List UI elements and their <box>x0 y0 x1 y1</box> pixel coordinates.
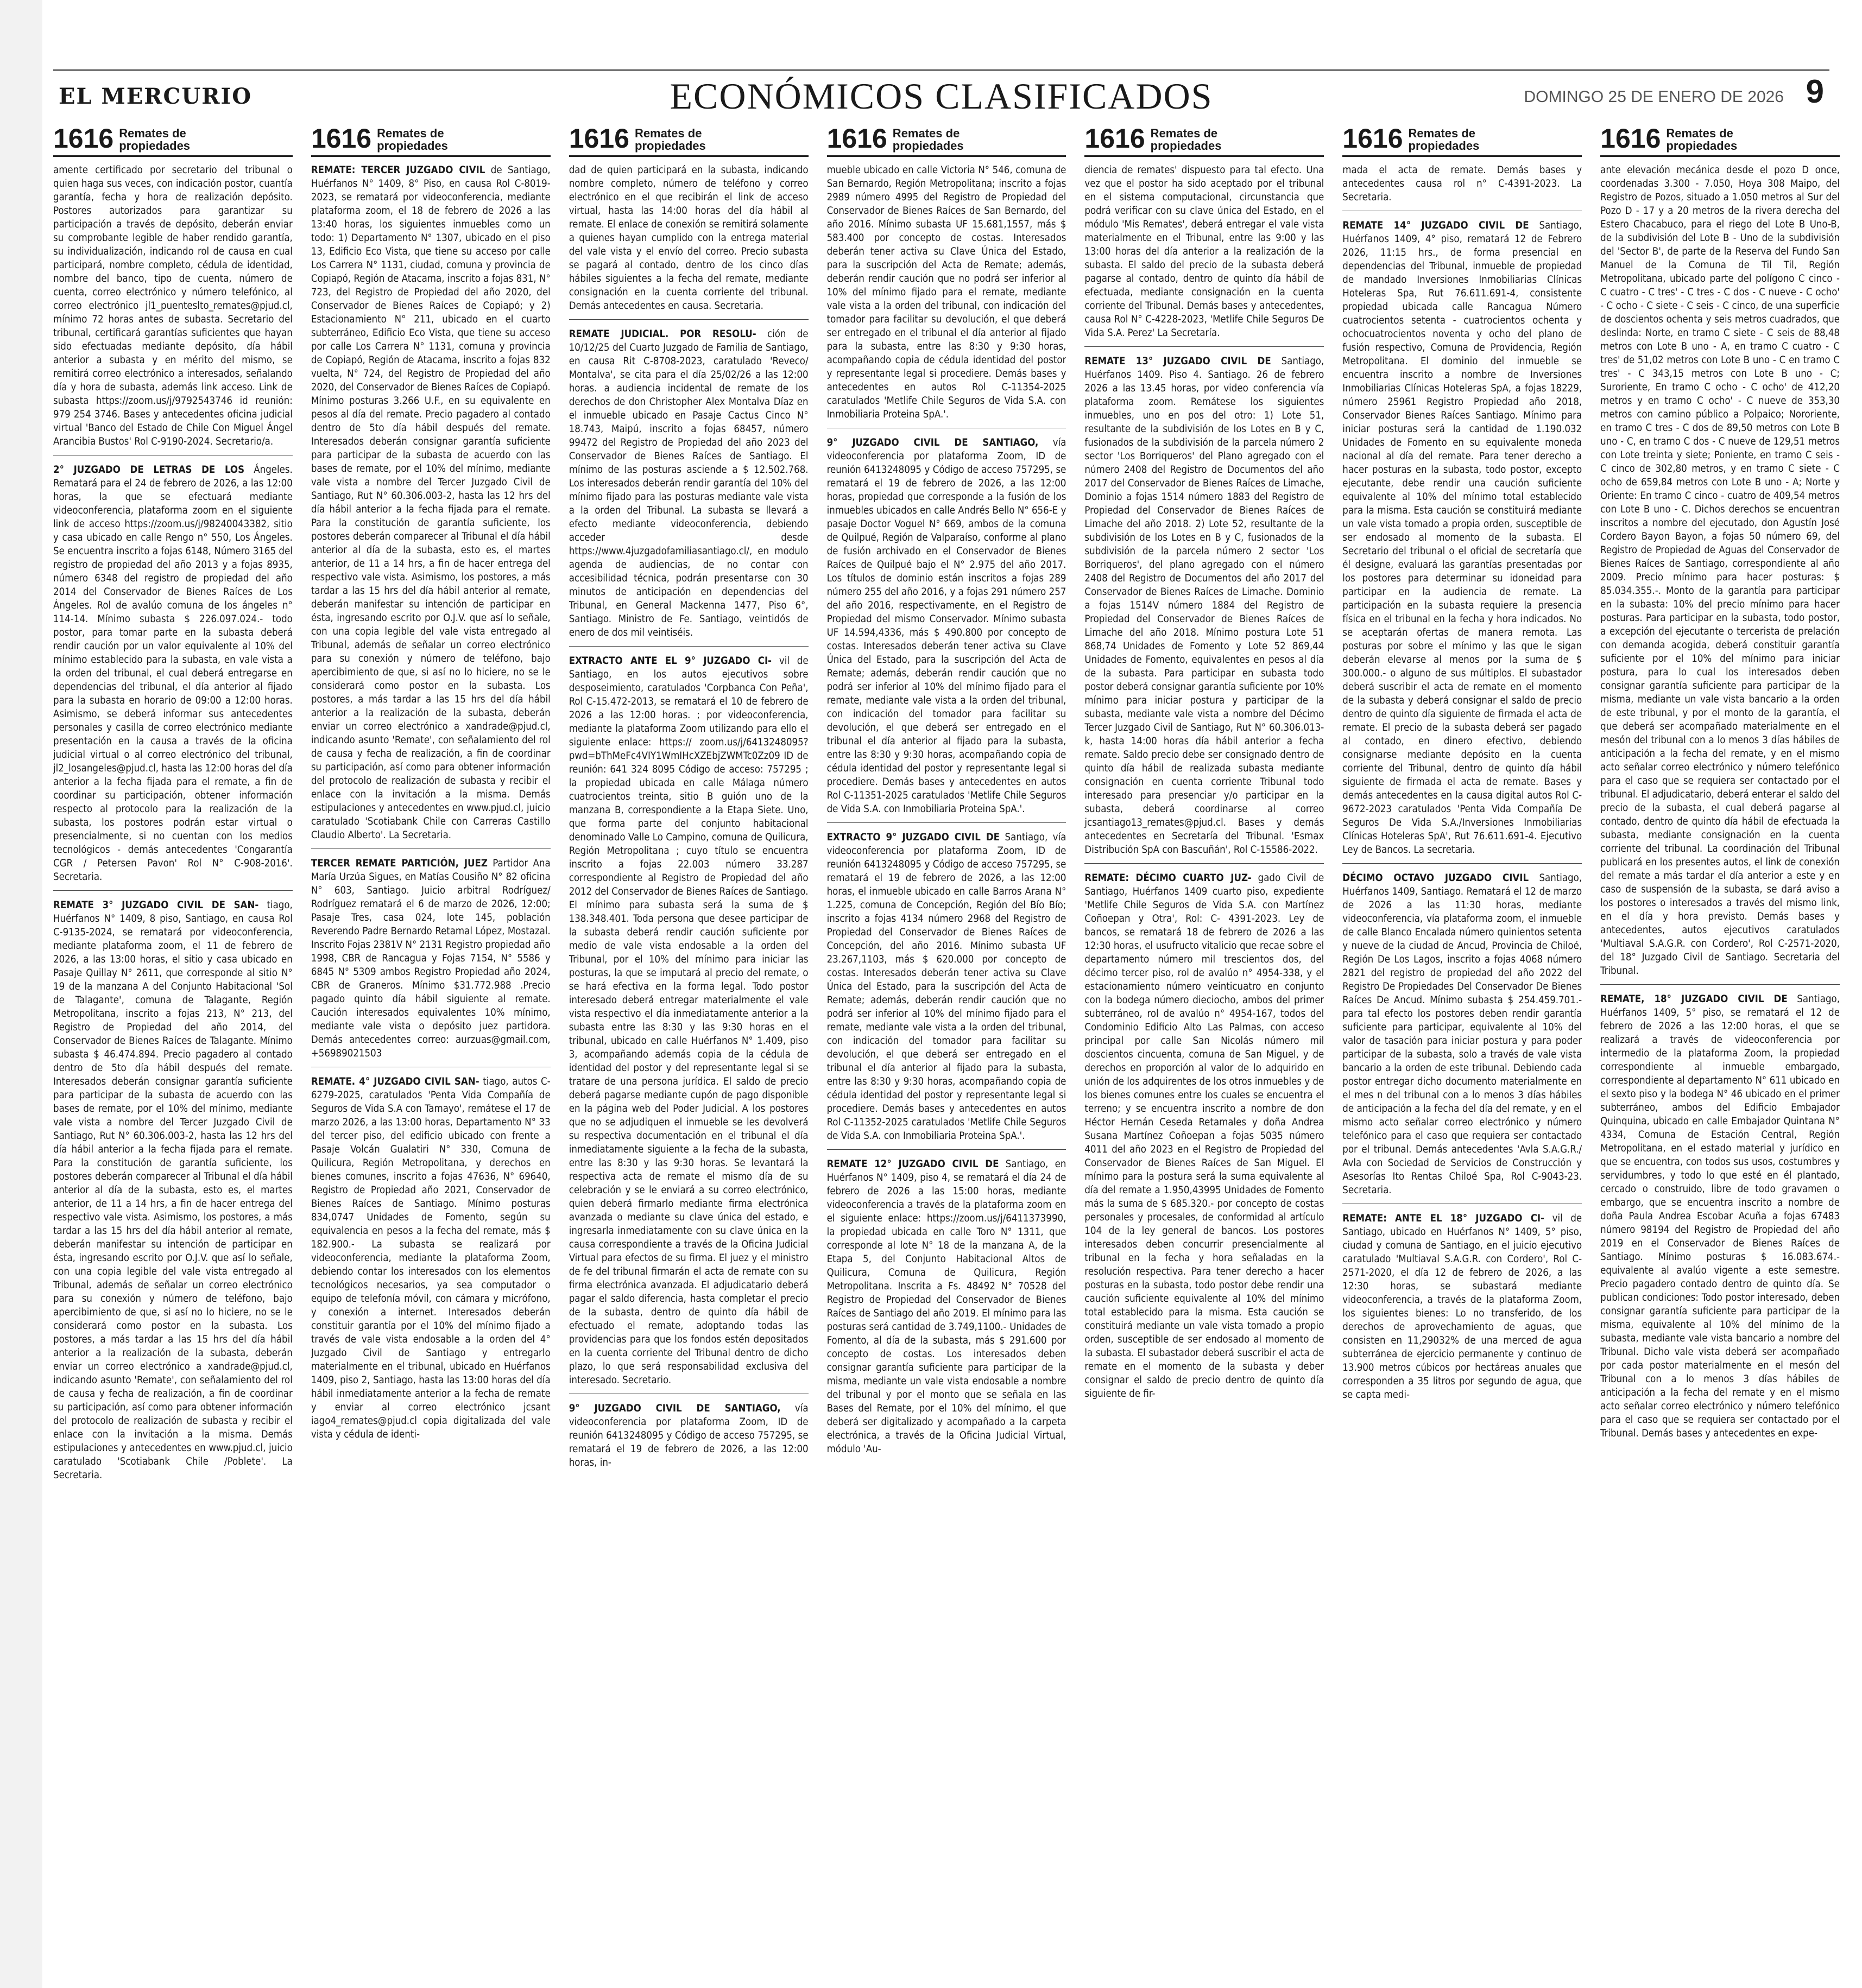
category-label-line2: propiedades <box>1150 139 1222 153</box>
notice-heading: DÉCIMO OCTAVO JUZGADO CIVIL <box>1342 872 1529 884</box>
category-label <box>1666 127 1737 152</box>
category-header <box>311 125 551 157</box>
notice-body: de Santiago, Huérfanos N° 1409, 8° Piso, en causa Rol C-8019-2023, se rematará por videoconferencia, mediante plataforma zoom, el 18 de febrero de 2026 a las 13:40 horas, los siguientes inmuebles como un todo: 1) Departamento N° 1307, ubicado en el piso 13, Edificio Eco Vista, que tiene su acceso por calle Los Carrera N° 1131, ciudad, comuna y provincia de Copiapó, Región de Atacama, inscrito a fojas 831, N° 723, del Registro de Propiedad del año 2020, del Conservador de Bienes Raíces de Copiapó; y 2) Estacionamiento N° 211, ubicado en el cuarto subterráneo, Edificio Eco Vista, que tiene su acceso por calle Los Carrera N° 1131, comuna y provincia de Copiapó, Región de Atacama, inscrito a fojas 832 vuelta, N° 724, del Registro de Propiedad del año 2020, del Conservador de Bienes Raíces de Copiapó. Mínimo posturas 3.266 U.F., en su equivalente en pesos al día del remate. Precio pagadero al contado dentro de 5to día hábil después del remate. Interesados deberán consignar garantía suficiente para participar de la subasta de acuerdo con las bases de remate, por el 10% del mínimo, mediante vale vista a nombre del Tercer Juzgado Civil de Santiago, Rut N° 60.306.003-2, hasta las 12 hrs del día hábil anterior a la fecha fijada para el remate. Para la constitución de garantía suficiente, los postores deberán comparecer al Tribunal el día hábil anterior al día de la subasta, esto es, el martes anterior, de 11 a 14 hrs, a fin de hacer entrega del respectivo vale vista. Asimismo, los postores, a más tardar a las 15 hrs del día hábil anterior al remate, deberán manifestar su intención de participar en ésta, ingresando escrito por O.J.V. que así lo señale, con una copia legible del vale vista entregado al Tribunal, además de señalar un correo electrónico para su conexión y número de teléfono, bajo apercibimiento de que, si así no lo hiciere, no se le considerará como postor en la subasta. Los postores, a más tardar a las 15 hrs del día hábil anterior a la realización de la subasta, deberán enviar un correo electrónico a xandrade@pjud.cl, indicando asunto 'Remate', con señalamiento del rol de causa y fecha de realización, a fin de coordinar su participación, así como para obtener información del protocolo de realización de subasta y recibir el enlace con la invitación a la misma. Demás estipulaciones y antecedentes en www.pjud.cl, juicio caratulado 'Scotiabank Chile con Carreras Castillo Claudio Alberto'. La Secretaria. <box>311 164 551 841</box>
notice <box>1600 163 1840 978</box>
category-label <box>1151 127 1222 152</box>
notice-heading: EXTRACTO ANTE EL 9° JUZGADO CI- <box>569 655 772 667</box>
notice-body: Santiago, Huérfanos 1409, 4° piso, rematará 12 de Febrero 2026, 11:15 hrs., de forma presencial en dependencias del Tribunal, inmueble de propiedad de mandado Inversiones Inmobiliarias Clínicas Hoteleras Spa, Rut 76.611.691-4, consistente propiedad ubicada calle Rancagua Número cuatrocientos setenta - cuatrocientos ochenta y ochocuatrocientos noventa y ocho del plano de fusión respectivo, Comuna de Providencia, Región Metropolitana. El dominio del inmueble se encuentra inscrito a nombre de Inversiones Inmobiliarias Clínicas Hoteleras SpA, a fojas 18229, número 25961 Registro Propiedad año 2018, Conservador Bienes Raíces Santiago. Mínimo para iniciar posturas será la cantidad de 1.190.032 Unidades de Fomento en su equivalente moneda nacional al día del remate. Para tener derecho a hacer posturas en la subasta, todo postor, excepto ejecutante, debe rendir una caución suficiente equivalente al 10% del mínimo total establecido para la misma. Esta caución se constituirá mediante un vale vista tomado a propia orden, susceptible de ser endosado al momento de la subasta. El Secretario del tribunal o el oficial de secretaría que él designe, evaluará las garantías presentadas por los postores para determinar su idoneidad para participar en la audiencia de remate. La participación en la subasta requiere la presencia física en el tribunal en la fecha y hora indicados. No se aceptarán ofertas de manera remota. Las posturas por sobre el mínimo y las que le sigan deberán elevarse al menos por la suma de $ 300.000.- o alguno de sus múltiplos. El subastador deberá suscribir el acta de remate en el momento de la subasta y deberá consignar el saldo de precio dentro de quinto día siguiente de firmada el acta de remate. El precio de la subasta deberá ser pagado al contado, en dinero efectivo, debiendo consignarse mediante depósito en la cuenta corriente del Tribunal, dentro de quinto día hábil siguiente de firmada el acta de remate. Bases y demás antecedentes en la causa digital autos Rol C- 9672-2023 caratulados 'Penta Vida Compañía De Seguros De Vida S.A./Inversiones Inmobiliarias Clínicas Hoteleras SpA', Rut 76.611.691-4. Ejecutivo Ley de Bancos. La secretaria. <box>1342 220 1582 856</box>
category-code: 1616 <box>311 125 372 154</box>
category-code: 1616 <box>569 125 629 154</box>
notice <box>1342 1212 1582 1402</box>
notice-body: tiago, autos C-6279-2025, caratulados 'Penta Vida Compañía de Seguros de Vida S.A con Tamayo', remátese el 17 de marzo 2026, a las 13:00 horas, Departamento N° 33 del tercer piso, del edificio ubicado con frente a Pasaje Volcán Gualatiri N° 330, Comuna de Quilicura, Región Metropolitana, y derechos en bienes comunes, inscrito a fojas 47636, N° 69640, Registro de Propiedad año 2021, Conservador de Bienes Raíces de Santiago. Mínimo posturas 834,0747 Unidades de Fomento, según su equivalencia en pesos a la fecha del remate, más $ 182.900.- La subasta se realizará por videoconferencia, mediante la plataforma Zoom, debiendo contar los interesados con los elementos tecnológicos necesarios, ya sea computador o equipo de telefonía móvil, con cámara y micrófono, y conexión a internet. Interesados deberán constituir garantía por el 10% del mínimo fijado a través de vale vista endosable a la orden del 4° Juzgado Civil de Santiago y entregarlo materialmente en el tribunal, ubicado en Huérfanos 1409, piso 2, Santiago, hasta las 13:00 horas del día hábil inmediatamente anterior a la fecha de remate y enviar al correo electrónico jcsant iago4_remates@pjud.cl copia digitalizada del vale vista y cédula de identi- <box>311 1076 551 1440</box>
classified-column-6 <box>1342 125 1582 1949</box>
category-header <box>569 125 809 157</box>
notice-heading: REMATE: DÉCIMO CUARTO JUZ- <box>1084 872 1252 884</box>
notice-body: vía videoconferencia por plataforma Zoom, ID de reunión 6413248095 y Código de acceso 757295, se rematará el 19 de febrero de 2026, a las 12:00 horas, in- <box>569 1403 809 1468</box>
category-header <box>827 125 1066 157</box>
notice-divider <box>569 646 809 647</box>
category-code: 1616 <box>826 125 887 154</box>
notice-body: vil de Santiago, en los autos ejecutivos sobre desposeimiento, caratulados 'Corpbanca Con Peña', Rol C-15.472-2013, se rematará el 10 de febrero de 2026 a las 12:00 horas. ; por videoconferencia, mediante la plataforma Zoom utilizando para ello el siguiente enlace: https:// zoom.us/j/6413248095? pwd=bThMeFc4VIY1WmIHcXZEbjZWMTc0Zz09 ID de reunión: 641 324 8095 Código de acceso: 757295 ; la propiedad ubicada en calle Málaga número cuatrocientos treinta, sitio B guión uno de la manzana B, correspondiente a la Etapa Siete. Uno, que forma parte del conjunto habitacional denominado Valle Lo Campino, comuna de Quilicura, Región Metropolitana ; cuyo título se encuentra inscrito a fojas 22.003 número 33.287 correspondiente al Registro de Propiedad del año 2012 del Conservador de Bienes Raíces de Santiago. El mínimo para subasta será la suma de $ 138.348.401. Toda persona que desee participar de la subasta deberá rendir caución suficiente por medio de vale vista endosable a la orden del Tribunal, por el 10% del mínimo para iniciar las posturas, la que se imputará al precio del remate, o se hará efectiva en la forma legal. Todo postor interesado deberá entregar materialmente el vale vista respectivo el día inmediatamente anterior a la subasta entre las 8:30 y las 9:30 horas en el tribunal, ubicado en calle Huérfanos N° 1.409, piso 3, acompañando además copia de la cédula de identidad del postor y del representante legal si se tratare de una persona jurídica. El saldo de precio deberá pagarse mediante cupón de pago disponible en la página web del Poder Judicial. A los postores que no se adjudiquen el inmueble se les devolverá su respectiva documentación en el tribunal el día inmediatamente siguiente a la fecha de la subasta, entre las 8:30 y las 9:30 horas. Se levantará la respectiva acta de remate el mismo día de su celebración y se le enviará a su correo electrónico, quien deberá firmarlo mediante firma electrónica avanzada o mediante su clave única del estado, e ingresarla inmediatamente con su clave única en la causa correspondiente a través de la Oficina Judicial Virtual para efectos de su firma. El juez y el ministro de fe del tribunal firmarán el acta de remate con su firma electrónica avanzada. El adjudicatario deberá pagar el saldo diferencia, hasta completar el precio de la subasta, dentro de quinto día hábil de efectuado el remate, adoptando todas las providencias para que los fondos estén depositados en la cuenta corriente del Tribunal dentro de dicho plazo, lo que será responsabilidad exclusiva del interesado. Secretario. <box>569 655 809 1386</box>
notice-body: vía videoconferencia por plataforma Zoom, ID de reunión 6413248095 y Código de acceso 757295, se rematará el 19 de febrero de 2026, a las 12:00 horas, propiedad que corresponde a la fusión de los inmuebles ubicados en calle Andrés Bello N° 656-E y pasaje Doctor Voguel N° 669, ambos de la comuna de Quilpué, Región de Valparaíso, conforme al plano de fusión archivado en el Conservador de Bienes Raíces de Quilpué bajo el N° 2.975 del año 2017. Los títulos de dominio están inscritos a fojas 289 número 255 del año 2016, y a fojas 291 número 257 del año 2016, respectivamente, en el Registro de Propiedad del mismo Conservador. Mínimo subasta UF 14.594,4336, más $ 490.800 por concepto de costas. Interesados deberán tener activa su Clave Única del Estado, para la suscripción del Acta de Remate; además, deberán rendir caución que no podrá ser inferior al 10% del mínimo fijado para el remate, mediante vale vista a la orden del tribunal, con indicación del tomador para facilitar su devolución, el que deberá ser entregado en el tribunal el día anterior al fijado para la subasta, entre las 8:30 y 9:30 horas, acompañando copia de cédula identidad del postor y representante legal si procediere. Demás bases y antecedentes en autos Rol C-11351-2025 caratulados 'Metlife Chile Seguros de Vida S.A. con Inmobiliaria Proteina SpA.'. <box>826 437 1066 815</box>
notice-divider <box>827 822 1066 823</box>
notice-divider <box>569 319 809 320</box>
notice <box>569 1402 809 1470</box>
notice <box>1342 219 1582 857</box>
notice-heading: REMATE: TERCER JUZGADO CIVIL <box>311 164 485 176</box>
notice-body: Santiago, en Huérfanos N° 1409, piso 4, se rematará el día 24 de febrero de 2026 a las 15:00 horas, mediante videoconferencia a través de la plataforma zoom en el siguiente enlace: https://zoom.us/j/6411373990, la propiedad ubicada en calle Toro N° 1311, que corresponde al lote N° 18 de la manzana A, de la Etapa 5, del Conjunto Habitacional Altos de Quilicura, Comuna de Quilicura, Región Metropolitana. Inscrita a Fs. 48492 N° 70528 del Registro de Propiedad del Conservador de Bienes Raíces de Santiago del año 2019. El mínimo para las posturas será cantidad de 3.749,1100.- Unidades de Fomento, al día de la subasta, más $ 291.600 por concepto de costas. Los interesados deben consignar garantía suficiente para participar de la misma, mediante un vale vista endosable a nombre del tribunal y por el monto que se señala en las Bases del Remate, por el 10% del mínimo, el que deberá ser digitalizado y acompañado a la carpeta electrónica, a través de la Oficina Judicial Virtual, módulo 'Au- <box>826 1158 1066 1455</box>
notice <box>53 898 293 1482</box>
notice <box>1084 354 1324 857</box>
notice-heading: REMATE 12° JUZGADO CIVIL DE <box>826 1158 999 1170</box>
notice-body: amente certificado por secretario del tribunal o quien haga sus veces, con indicación postor, cuantía garantía, fecha y hora de realización depósito. Postores autorizados para garantizar su participación a través de depósito, deberán enviar su comprobante legible de haber rendido garantía, su individualización, indicando rol de causa en cual participará, nombre completo, cédula de identidad, nombre del banco, tipo de cuenta, número de cuenta, correo electrónico y número telefónico, al correo electrónico jl1_puenteslto_remates@pjud.cl, mínimo 72 horas antes de subasta. Secretario del tribunal, certificará garantías suficientes que hayan sido efectuadas mediante depósito, día hábil anterior a subasta y en mérito del mismo, se remitirá correo electrónico a interesados, señalando día y hora de subasta, además link acceso. Link de subasta https://zoom.us/j/9792543746 id reunión: 979 254 3746. Bases y antecedentes oficina judicial virtual 'Banco del Estado de Chile Con Miguel Ángel Arancibia Bustos' Rol C-9190-2024. Secretario/a. <box>53 164 293 447</box>
notice <box>569 327 809 640</box>
notice-divider <box>53 890 293 891</box>
notice-body: Ángeles. Rematará para el 24 de febrero de 2026, a las 12:00 horas, la que se efectuará mediante videoconferencia, plataforma zoom en el siguiente link de acceso https://zoom.us/j/98240043382, sitio y casa ubicado en calle Rengo n° 550, Los Ángeles. Se encuentra inscrito a fojas 6148, Número 3165 del registro de propiedad del año 2013 y a fojas 8935, número 6348 del registro de propiedad del año 2014 del Conservador de Bienes Raíces de Los Ángeles. Rol de avalúo comuna de los ángeles n° 114-14. Mínimo subasta $ 226.097.024.- todo postor, para tomar parte en la subasta deberá rendir caución por un valor equivalente al 10% del mínimo establecido para la subasta, en vale vista a la orden del tribunal, el cual deberá entregarse en dependencias del tribunal, el día anterior al fijado para la subasta en horario de 09:00 a 12:00 horas. Asimismo, se deberá informar sus antecedentes personales y casilla de correo electrónico mediante presentación en la causa a través de la oficina judicial virtual o al correo electrónico del tribunal, jl2_losangeles@pjud.cl, hasta las 12:00 horas del día anterior a la fecha fijada para el remate, a fin de coordinar su participación, obtener información respecto al protocolo para la realización de la subasta, los postores podrán estar virtual o presencialmente, si no cuentan con los medios tecnológicos - demás antecedentes 'Congarantía CGR / Petersen Pavon' Rol N° C-908-2016'. Secretaria. <box>53 464 293 883</box>
category-label-line1: Remates de <box>634 126 702 140</box>
notice <box>53 463 293 884</box>
category-label-line1: Remates de <box>119 126 186 140</box>
notice-divider <box>1600 984 1840 985</box>
category-label <box>635 127 706 152</box>
notice-body: gado Civil de Santiago, Huérfanos 1409 cuarto piso, expediente 'Metlife Chile Seguros de Vida S.A. con Martínez Coñoepan y Otra', Rol: C- 4391-2023. Ley de bancos, se rematará 18 de febrero de 2026 a las 12:30 horas, el usufructo vitalicio que recae sobre el departamento número mil trescientos dos, del décimo tercer piso, rol de avalúo n° 4954-338, y el estacionamiento número veinticuatro en conjunto con la bodega número dieciocho, ambos del primer subterráneo, rol de avalúo n° 4954-167, todos del Condominio Edificio Alto Las Palmas, con acceso principal por calle San Nicolás número mil doscientos cincuenta, comuna de San Miguel, y de derechos en proporción al valor de lo adquirido en unión de los adquirentes de los otros inmuebles y de los bienes comunes entre los cuales se encuentra el terreno; y se encuentra inscrito a nombre de don Héctor Hernán Ceseda Retamales y doña Andrea Susana Martínez Coñoepan a fojas 5035 número 4011 del año 2023 en el Registro de Propiedad del Conservador de Bienes Raíces de San Miguel. El mínimo para la postura será la suma equivalente al día del remate a 1.950,43995 Unidades de Fomento más la suma de $ 685.320.- por concepto de costas personales y procesales, de conformidad al artículo 104 de la ley general de bancos. Los postores interesados deben concurrir presencialmente al tribunal en la fecha y hora señaladas en la resolución respectiva. Para tener derecho a hacer posturas en la subasta, todo postor debe rendir una caución suficiente equivalente al 10% del mínimo total establecido para la misma. Esta caución se constituirá mediante un vale vista tomado a propio orden, susceptible de ser endosado al momento de la subasta. El subastador deberá suscribir el acta de remate en el momento de la subasta y deber consignar el saldo de precio dentro de quinto día siguiente de fir- <box>1084 872 1324 1400</box>
category-label-line2: propiedades <box>1408 139 1480 153</box>
category-label <box>377 127 448 152</box>
category-code: 1616 <box>53 125 114 154</box>
classified-column-3 <box>569 125 809 1949</box>
notice-body: Santiago, Huérfanos 1409, Santiago. Rematará el 12 de marzo de 2026 a las 11:30 horas, mediante videoconferencia, vía plataforma zoom, el inmueble de calle Blanco Encalada número quinientos setenta y nueve de la ciudad de Ancud, Provincia de Chiloé, Región De Los Lagos, inscrito a fojas 4068 número 2821 del registro de propiedad del año 2022 del Registro De Propiedades Del Conservador De Bienes Raíces De Ancud. Mínimo subasta $ 254.459.701.- para tal efecto los postores deben rendir garantía suficiente para participar, equivalente al 10% del valor de tasación para iniciar postura y para poder participar de la subasta, solo a través de vale vista bancario a la orden de este tribunal. Debiendo cada postor entregar dicho documento materialmente en el mes n del tribunal con a lo menos 3 días hábiles de anticipación a la fecha del día del remate, y en el mismo acto señalar correo electrónico y número telefónico para el caso que requiera ser contactado por el tribunal. Demás antecedentes 'Avla S.A.G.R./ Avla con Sociedad de Servicios de Construcción y Asesorías Ito Rentas Chiloé Spa, Rol C-9043-23. Secretaria. <box>1342 872 1582 1196</box>
category-header <box>53 125 293 157</box>
category-label <box>119 127 190 152</box>
category-label-line2: propiedades <box>377 139 448 153</box>
notice-heading: 9° JUZGADO CIVIL DE SANTIAGO, <box>826 437 1039 448</box>
notice <box>1084 163 1324 340</box>
category-code: 1616 <box>1084 125 1145 154</box>
scan-margin <box>0 0 42 1988</box>
notice-list <box>1084 163 1324 1401</box>
notice <box>827 1157 1066 1456</box>
notice-heading: REMATE, 18° JUZGADO CIVIL DE <box>1600 993 1788 1005</box>
notice-list <box>827 163 1066 1456</box>
notice-heading: 2° JUZGADO DE LETRAS DE LOS <box>53 464 245 476</box>
notice-divider <box>1084 346 1324 347</box>
category-label <box>893 127 964 152</box>
classified-column-2 <box>311 125 551 1949</box>
notice-list <box>569 163 809 1470</box>
newspaper-name: EL MERCURIO <box>59 84 253 109</box>
category-code: 1616 <box>1342 125 1403 154</box>
notice-divider <box>1342 863 1582 864</box>
notice-divider <box>1084 863 1324 864</box>
classified-columns <box>53 125 1840 1949</box>
notice-body: mada el acta de remate. Demás bases y antecedentes causa rol n° C-4391-2023. La Secretaria. <box>1342 164 1582 203</box>
notice <box>827 163 1066 421</box>
notice-body: tiago, Huérfanos N° 1409, 8 piso, Santiago, en causa Rol C-9135-2024, se rematará por videoconferencia, mediante plataforma zoom, el 11 de febrero de 2026, a las 13:00 horas, el sitio y casa ubicado en Pasaje Quillay N° 2611, que corresponde al sitio N° 19 de la manzana A del Conjunto Habitacional 'Sol de Talagante', comuna de Talagante, Región Metropolitana, inscrito a fojas 213, N° 213, del Registro de Propiedad del año 2014, del Conservador de Bienes Raíces de Talagante. Mínimo subasta $ 46.474.894. Precio pagadero al contado dentro de 5to día hábil después del remate. Interesados deberán consignar garantía suficiente para participar de la subasta de acuerdo con las bases de remate, por el 10% del mínimo, mediante vale vista a nombre del Tercer Juzgado Civil de Santiago, Rut N° 60.306.003-2, hasta las 12 hrs del día hábil anterior a la fecha fijada para el remate. Para la constitución de garantía suficiente, los postores deberán comparecer al Tribunal el día hábil anterior al día de la subasta, esto es, el martes anterior, de 11 a 14 hrs, a fin de hacer entrega del respectivo vale vista. Asimismo, los postores, a más tardar a las 15 hrs del día hábil anterior al remate, deberán manifestar su intención de participar en ésta, ingresando escrito por O.J.V. que así lo señale, con una copia legible del vale vista entregado al Tribunal, además de señalar un correo electrónico para su conexión y número de teléfono, bajo apercibimiento de que, si así no lo hiciere, no se le considerará como postor en la subasta. Los postores, a más tardar a las 15 hrs del día hábil anterior a la realización de la subasta, deberán enviar un correo electrónico a xandrade@pjud.cl, indicando asunto 'Remate', con señalamiento del rol de causa y fecha de realización, a fin de coordinar su participación, así como para obtener información del protocolo de realización de subasta y recibir el enlace con la invitación a la misma. Demás estipulaciones y antecedentes en www.pjud.cl, juicio caratulado 'Scotiabank Chile /Poblete'. La Secretaria. <box>53 900 293 1481</box>
notice-list <box>1600 163 1840 1440</box>
classified-column-7 <box>1600 125 1840 1949</box>
classified-column-4 <box>827 125 1066 1949</box>
notice-list <box>53 163 293 1482</box>
category-label <box>1409 127 1480 152</box>
notice <box>827 831 1066 1143</box>
notice <box>1084 871 1324 1401</box>
category-header <box>1342 125 1582 157</box>
notice-body: ción de 10/12/25 del Cuarto Juzgado de Familia de Santiago, en causa Rit C-8708-2023, caratulado 'Reveco/ Montalva', se cita para el día 25/02/26 a las 12:00 horas. a audiencia incidental de remate de los derechos de don Christopher Alex Montalva Díaz en el inmueble ubicado en Pasaje Cactus Cinco N° 18.743, Maipú, inscrito a fojas 68457, número 99472 del Registro de Propiedad del año 2023 del Conservador de Bienes Raíces de Santiago. El mínimo de las posturas asciende a $ 12.502.768. Los interesados deberán rendir garantía del 10% del mínimo fijado para las posturas mediante vale vista a la orden del Tribunal. La subasta se llevará a efecto mediante videoconferencia, debiendo acceder desde https://www.4juzgadofamiliasantiago.cl/, en modulo agenda de audiencias, de no contar con accesibilidad técnica, podrán presentarse con 30 minutos de anticipación en dependencias del Tribunal, en General Mackenna 1477, Piso 6°, Santiago. Ministro de Fe. Santiago, veintidós de enero de dos mil veintiséis. <box>569 328 809 638</box>
category-label-line1: Remates de <box>1666 126 1733 140</box>
notice-divider <box>827 1149 1066 1150</box>
notice <box>1342 163 1582 204</box>
issue-date: DOMINGO 25 DE ENERO DE 2026 <box>1524 88 1784 106</box>
notice-heading: REMATE. 4° JUZGADO CIVIL SAN- <box>311 1076 479 1087</box>
notice-heading: REMATE 3° JUZGADO CIVIL DE SAN- <box>53 900 259 911</box>
notice-heading: REMATE: ANTE EL 18° JUZGADO CI- <box>1342 1213 1545 1224</box>
notice <box>1600 992 1840 1440</box>
category-header <box>1084 125 1324 157</box>
category-label-line1: Remates de <box>1150 126 1218 140</box>
notice-body: vil de Santiago, ubicado en Huérfanos N° 1409, 5° piso, ciudad y comuna de Santiago, en el juicio ejecutivo caratulado 'Multiaval S.A.G.R. con Cordero', Rol C-2571-2020, el día 12 de febrero de 2026, a las 12:30 horas, se subastará mediante videoconferencia, a través de la plataforma Zoom, los siguientes bienes: Lo no transferido, de los derechos de aprovechamiento de aguas, que consisten en 11,29032% de una merced de agua subterránea de ejercicio permanente y continuo de 13.900 metros cúbicos por hectáreas anuales que corresponden a 35 litros por segundo de agua, que se capta medi- <box>1342 1213 1582 1401</box>
category-label-line2: propiedades <box>892 139 964 153</box>
notice-heading: EXTRACTO 9° JUZGADO CIVIL DE <box>826 832 1000 843</box>
notice-heading: REMATE 14° JUZGADO CIVIL DE <box>1342 220 1529 231</box>
category-label-line1: Remates de <box>892 126 960 140</box>
notice-body: ante elevación mecánica desde el pozo D once, coordenadas 3.300 - 7.050, Hoya 308 Maipo, del Registro de Pozos, situado a 1.050 metros al Sur del Pozo D - 17 y a 20 metros de la rivera derecha del Estero Chacabuco, para el riego del Lote B Uno-B, de la subdivisión del Lote B - Uno de la subdivisión del 'Sector B', de parte de la Reserva del Fundo San Manuel de la Comuna de Til Til, Región Metropolitana, ubicado parte del polígono C cinco - C cuatro - C tres' - C tres - C dos - C nueve - C ocho' - C ocho - C siete - C seis - C cinco, de una superficie de doscientos ochenta y seis metros cuadrados, que deslinda: Norte, en tramo C siete - C seis de 88,48 metros con Lote B uno - A, en tramo C cuatro - C tres' de 51,02 metros con Lote B uno - C en tramo C tres' - C 343,15 metros con Lote B uno - C; Suroriente, En tramo C ocho - C ocho' de 412,20 metros y en tramo C ocho' - C nueve de 353,30 metros con camino público a Polpaico; Nororiente, en tramo C tres - C dos de 89,50 metros con Lote B uno - C, en tramo C dos - C nueve de 129,51 metros con Lote treinta y siete; Poniente, en tramo C seis - C cinco de 302,80 metros, y en tramo C siete - C ocho de 659,84 metros con Lote B uno - A; Norte y Oriente: En tramo C cinco - cuatro de 409,54 metros con Lote B uno - C. Dichos derechos se encuentran inscritos a nombre del ejecutado, don Agustín José Cordero Bayon Bayon, a fojas 50 número 69, del Registro de Propiedad de Aguas del Conservador de Bienes Raíces de Santiago, correspondiente al año 2009. Precio mínimo para hacer posturas: $ 85.034.355.-. Monto de la garantía para participar en la subasta: 10% del precio mínimo para hacer posturas. Para participar en la subasta, todo postor, a excepción del ejecutante o tercerista de prelación con demanda acogida, deberá constituir garantía suficiente por el 10% del mínimo para iniciar postura, para lo cual los interesados deben consignar garantía suficiente para participar de la misma, mediante un vale vista bancario a la orden de este tribunal, y por el monto de la garantía, el que deberá ser acompañado materialmente en el mesón del tribunal con a lo menos 3 días hábiles de anticipación a la fecha del remate, y en el mismo acto señalar correo electrónico y número telefónico para el caso que se requiera ser contactado por el tribunal. El adjudicatario, deberá enterar el saldo del precio de la subasta, el cual deberá pagarse al contado, dentro de quinto día hábil de efectuada la subasta, mediante consignación en la cuenta corriente del tribunal. La coordinación del Tribunal publicará en los presentes autos, el link de conexión del remate a más tardar el día anterior a este y en caso de suspensión de la subasta, se dará aviso a los postores o interesados a través del mismo link, en el día y hora previsto. Demás bases y antecedentes, autos ejecutivos caratulados 'Multiaval S.A.G.R. con Cordero', Rol C-2571-2020, del 18° Juzgado Civil de Santiago. Secretaria del Tribunal. <box>1600 164 1840 977</box>
notice <box>311 857 551 1060</box>
category-label-line1: Remates de <box>377 126 444 140</box>
notice-body: Santiago, vía videoconferencia por plataforma Zoom, ID de reunión 6413248095 y Código de acceso 757295, se rematará el 19 de febrero de 2026, a las 12:00 horas, el inmueble ubicado en calle Barros Arana N° 1.225, comuna de Concepción, Región del Bío Bío; inscrito a fojas 4134 número 2968 del Registro de Propiedad del Conservador de Bienes Raíces de Concepción, del año 2016. Mínimo subasta UF 23.267,1103, más $ 620.000 por concepto de costas. Interesados deberán tener activa su Clave Única del Estado, para la suscripción del Acta de Remate; además, deberán rendir caución que no podrá ser inferior al 10% del mínimo fijado para el remate, mediante vale vista a la orden del tribunal, con indicación del tomador para facilitar su devolución, el que deberá ser entregado en el tribunal el día anterior al fijado para la subasta, entre las 8:30 y 9:30 horas, acompañando copia de cédula identidad del postor y representante legal si procediere. Demás bases y antecedentes en autos Rol C-11352-2025 caratulados 'Metlife Chile Seguros de Vida S.A. con Inmobiliaria Proteina SpA.'. <box>826 832 1066 1142</box>
notice-heading: REMATE JUDICIAL. POR RESOLU- <box>569 328 756 340</box>
classified-column-1 <box>53 125 293 1949</box>
notice <box>311 1075 551 1441</box>
notice-body: Partidor Ana María Urzúa Sigues, en Matías Cousiño N° 82 oficina N° 603, Santiago. Juicio arbitral Rodríguez/ Rodríguez rematará el 6 de marzo de 2026, 12:00; Pasaje Tres, casa 024, lote 145, población Reverendo Padre Bernardo Retamal López, Mostazal. Inscrito Fojas 2381V N° 2131 Registro propiedad año 1998, CBR de Rancagua y Fojas 7154, N° 5586 y 6845 N° 5309 ambos Registro Propiedad año 2024, CBR de Graneros. Mínimo $31.772.988 .Precio pagado quinto día hábil siguiente al remate. Caución interesados equivalentes 10% mínimo, mediante vale vista o depósito juez partidora. Demás antecedentes correo: aurzuas@gmail.com, +56989021503 <box>311 858 551 1059</box>
category-code: 1616 <box>1600 125 1661 154</box>
page-number: 9 <box>1806 73 1824 110</box>
category-label-line2: propiedades <box>119 139 191 153</box>
notice-body: mueble ubicado en calle Victoria N° 546, comuna de San Bernardo, Región Metropolitana; inscrito a fojas 2989 número 4995 del Registro de Propiedad del Conservador de Bienes Raíces de San Bernardo, del año 2016. Mínimo subasta UF 15.681,1557, más $ 583.400 por concepto de costas. Interesados deberán tener activa su Clave Única del Estado, para la suscripción del Acta de Remate; además, deberán rendir caución que no podrá ser inferior al 10% del mínimo fijado para el remate, mediante vale vista a la orden del tribunal, con indicación del tomador para facilitar su devolución, el que deberá ser entregado en el tribunal el día anterior al fijado para la subasta, entre las 8:30 y 9:30 horas, acompañando copia de cédula identidad del postor y representante legal si procediere. Demás bases y antecedentes en autos Rol C-11354-2025 caratulados 'Metlife Chile Seguros de Vida S.A. con Inmobiliaria Proteina SpA.'. <box>826 164 1066 420</box>
notice <box>569 654 809 1387</box>
notice <box>311 163 551 842</box>
category-header <box>1600 125 1840 157</box>
notice-body: dad de quien participará en la subasta, indicando nombre completo, número de teléfono y correo electrónico en el que recibirán el link de acceso virtual, hasta las 14:00 horas del día hábil al remate. El enlace de conexión se remitirá solamente a quienes hayan cumplido con la entrega material del vale vista y el envío del correo. Precio subasta se pagará al contado, dentro de los cinco días hábiles siguientes a la fecha del remate, mediante consignación en la cuenta corriente del tribunal. Demás antecedentes en causa. Secretaria. <box>569 164 809 312</box>
notice <box>569 163 809 313</box>
notice-list <box>1342 163 1582 1402</box>
category-label-line2: propiedades <box>634 139 706 153</box>
notice-list <box>311 163 551 1441</box>
masthead <box>53 71 1829 121</box>
notice-heading: 9° JUZGADO CIVIL DE SANTIAGO, <box>569 1403 781 1414</box>
classified-column-5 <box>1084 125 1324 1949</box>
notice-heading: REMATE 13° JUZGADO CIVIL DE <box>1084 356 1271 367</box>
notice <box>53 163 293 448</box>
notice-body: Santiago, Huérfanos 1409, 5° piso, se rematará el 12 de febrero de 2026 a las 12:00 horas, el que se realizará a través de videoconferencia por intermedio de la plataforma Zoom, la propiedad correspondiente al inmueble embargado, correspondiente al departamento N° 611 ubicado en el sexto piso y la bodega N° 46 ubicado en el primer subterráneo, ambos del Edificio Embajador Quinquina, ubicado en calle Embajador Quintana N° 4334, Comuna de Estación Central, Región Metropolitana, en el estado material y jurídico en que se encuentra, con todos sus usos, costumbres y servidumbres, y todo lo que esté en él plantado, cercado o construido, libre de todo gravamen o embargo, que se encuentra inscrito a nombre de doña Paula Andrea Escobar Acuña a fojas 67483 número 98194 del Registro de Propiedad del año 2019 en el Conservador de Bienes Raíces de Santiago. Mínimo posturas $ 16.083.674.- equivalente al avalúo vigente a este semestre. Precio pagadero contado dentro de quinto día. Se publican condiciones: Todo postor interesado, deben consignar garantía suficiente para participar de la misma, equivalente al 10% del mínimo de la subasta, mediante vale vista bancario a nombre del Tribunal. Dicho vale vista deberá ser acompañado por cada postor materialmente en el mesón del Tribunal con a lo menos 3 días hábiles de anticipación a la fecha del remate y en el mismo acto señalar correo electrónico y número telefónico para el caso que se requiera ser contactado por el Tribunal. Demás bases y antecedentes en expe- <box>1600 993 1840 1439</box>
notice <box>1342 871 1582 1197</box>
notice-heading: TERCER REMATE PARTICIÓN, JUEZ <box>311 858 488 869</box>
category-label-line1: Remates de <box>1408 126 1476 140</box>
notice-body: Santiago, Huérfanos 1409. Piso 4. Santiago. 26 de febrero 2026 a las 13.45 horas, por video conferencia vía plataforma zoom. Remátese los siguientes inmuebles, uno en pos del otro: 1) Lote 51, resultante de la subdivisión de los Lotes en B y C, fusionados de la subdivisión de la parcela número 2 sector 'Los Borriqueros' del Plano agregado con el número 2408 del Registro de Documentos del año 2017 del Conservador de Bienes Raíces de Limache, Dominio a fojas 1514 número 1883 del Registro de Propiedad del Conservador de Bienes Raíces de Limache del año 2018. 2) Lote 52, resultante de la subdivisión de los Lotes en B y C, fusionados de la subdivisión de la parcela número 2 sector 'Los Borriqueros', del plano agregado con el número 2408 del Registro de Documentos del año 2017 del Conservador de Bienes Raíces de Limache. Dominio a fojas 1514V número 1884 del Registro de Propiedad del Conservador de Bienes Raíces de Limache del año 2018. Mínimo postura Lote 51 868,74 Unidades de Fomento y Lote 52 869,44 Unidades de Fomento, equivalentes en pesos al día de la subasta. Para participar en subasta todo postor deberá consignar garantía suficiente por 10% mínimo para iniciar postura y participar de la subasta, mediante vale vista a nombre del Décimo Tercer Juzgado Civil de Santiago, Rut N° 60.306.013- k, hasta 14:00 horas día hábil anterior a fecha remate. Saldo precio debe ser consignado dentro de quinto día hábil de realizada subasta mediante consignación en cuenta corriente Tribunal todo interesado para presenciar y/o participar en la subasta, deberá coordinarse al correo jcsantiago13_remates@pjud.cl. Bases y demás antecedentes en Secretaría del Tribunal. 'Esmax Distribución SpA con Bascuñán', Rol C-15586-2022. <box>1084 356 1324 856</box>
category-label-line2: propiedades <box>1666 139 1738 153</box>
notice <box>827 436 1066 816</box>
notice-body: diencia de remates' dispuesto para tal efecto. Una vez que el postor ha sido aceptado por el tribunal en el sistema computacional, circunstancia que podrá verificar con su clave única del Estado, en el módulo 'Mis Remates', deberá entregar el vale vista materialmente en el Tribunal, entre las 9:00 y las 13:00 horas del día anterior a la realización de la subasta. El saldo del precio de la subasta deberá pagarse al contado, dentro de quinto día hábil de efectuada, mediante consignación en la cuenta corriente del Tribunal. Demás bases y antecedentes, causa Rol N° C-4228-2023, 'Metlife Chile Seguros De Vida S.A. Perez' La Secretaría. <box>1084 164 1324 339</box>
section-title: ECONÓMICOS CLASIFICADOS <box>670 75 1213 117</box>
